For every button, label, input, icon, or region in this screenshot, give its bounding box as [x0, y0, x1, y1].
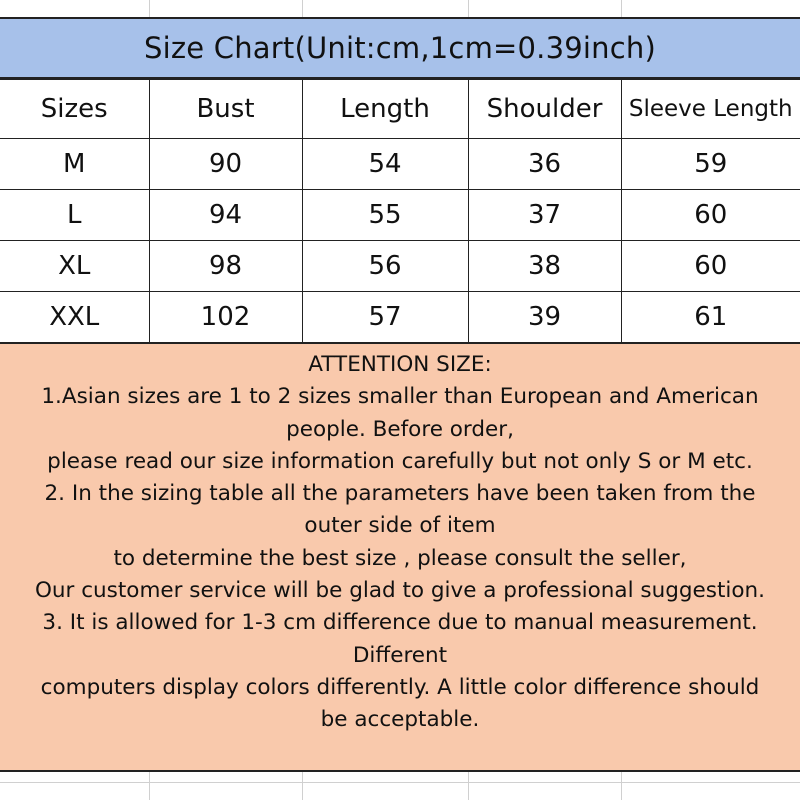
attention-notice	[0, 342, 800, 772]
size-table	[0, 79, 800, 343]
notice-line: 1.Asian sizes are 1 to 2 sizes smaller than European and American	[41, 384, 759, 410]
cell-length: 54	[302, 139, 468, 190]
table-row	[0, 139, 800, 190]
header-bust: Bust	[149, 80, 302, 139]
cell-length: 55	[302, 190, 468, 241]
notice-line: Our customer service will be glad to give a professional suggestion.	[35, 578, 765, 604]
cell-sleeve-length: 60	[621, 190, 800, 241]
notice-line: computers display colors differently. A little color difference should	[40, 674, 760, 700]
notice-line: 2. In the sizing table all the parameters have been taken from the	[44, 481, 756, 507]
sheet-gridline	[0, 782, 800, 783]
notice-line: people. Before order,	[286, 416, 514, 442]
cell-length: 57	[302, 292, 468, 343]
table-row	[0, 190, 800, 241]
notice-line: outer side of item	[304, 513, 496, 539]
header-shoulder: Shoulder	[468, 80, 621, 139]
cell-bust: 98	[149, 241, 302, 292]
notice-line: to determine the best size , please consult the seller,	[113, 545, 687, 571]
notice-heading: ATTENTION SIZE:	[308, 352, 492, 377]
cell-size: XL	[0, 241, 149, 292]
header-sleeve-length: Sleeve Length	[621, 80, 800, 139]
cell-shoulder: 36	[468, 139, 621, 190]
cell-size: M	[0, 139, 149, 190]
header-length: Length	[302, 80, 468, 139]
size-chart-title: Size Chart(Unit:cm,1cm=0.39inch)	[0, 17, 800, 79]
notice-line: Different	[352, 642, 448, 668]
cell-bust: 94	[149, 190, 302, 241]
notice-line: be acceptable.	[320, 707, 480, 733]
cell-sleeve-length: 60	[621, 241, 800, 292]
cell-bust: 90	[149, 139, 302, 190]
cell-sleeve-length: 61	[621, 292, 800, 343]
cell-size: XXL	[0, 292, 149, 343]
table-header-row	[0, 80, 800, 139]
cell-shoulder: 37	[468, 190, 621, 241]
notice-line: 3. It is allowed for 1-3 cm difference due to manual measurement.	[42, 610, 758, 636]
table-row	[0, 292, 800, 343]
notice-line: please read our size information carefully but not only S or M etc.	[47, 448, 753, 474]
cell-shoulder: 38	[468, 241, 621, 292]
cell-size: L	[0, 190, 149, 241]
header-sizes: Sizes	[0, 80, 149, 139]
cell-length: 56	[302, 241, 468, 292]
cell-sleeve-length: 59	[621, 139, 800, 190]
cell-bust: 102	[149, 292, 302, 343]
table-row	[0, 241, 800, 292]
cell-shoulder: 39	[468, 292, 621, 343]
